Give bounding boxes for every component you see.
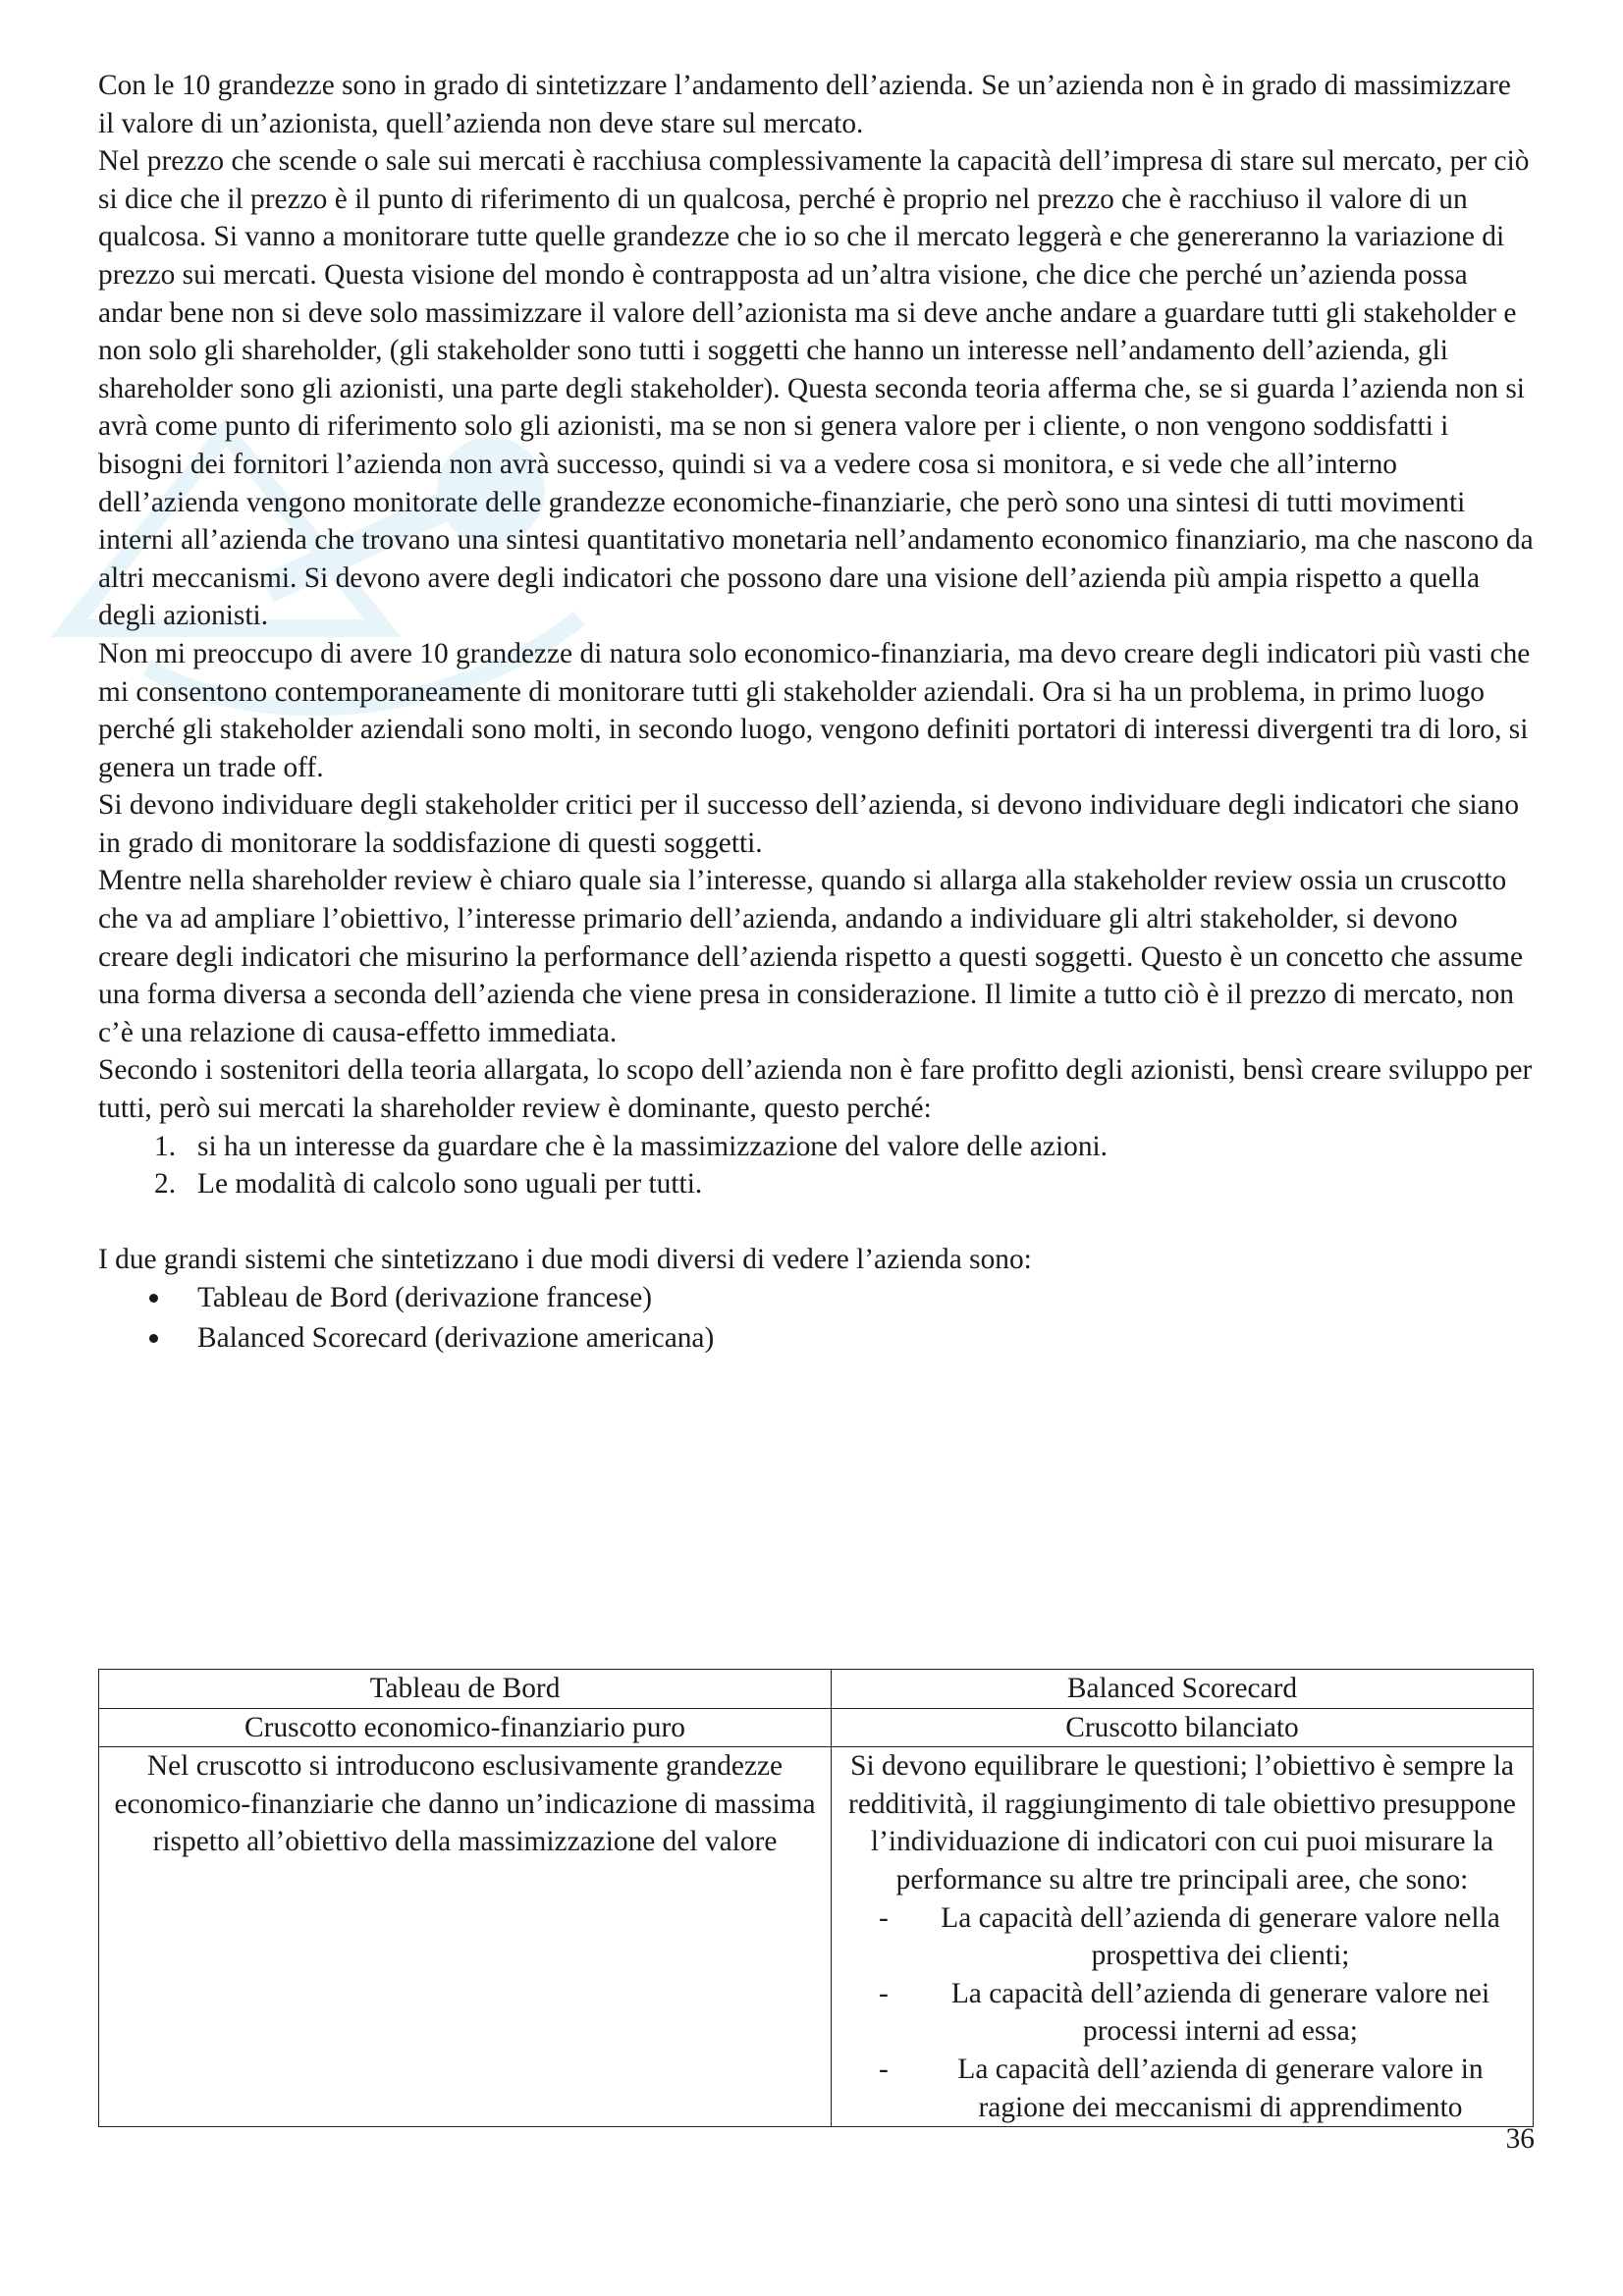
list-item: [98, 1128, 1534, 1166]
bullet-icon: [149, 1294, 158, 1303]
paragraph: I due grandi sistemi che sintetizzano i due modi diversi di vedere l’azienda sono:: [98, 1244, 1032, 1276]
list-item: [839, 1899, 1525, 1975]
paragraph: Non mi preoccupo di avere 10 grandezze di natura solo economico-finanziaria, ma devo creare degli indicatori più vasti che mi consentono contemporaneamente di monitorare tutti gli stakeholder aziendali. Ora si ha un problema, in primo luogo perché gli stakeholder aziendali sono molti, in secondo luogo, vengono definiti portatori di interessi divergenti tra di loro, si genera un trade off.: [98, 637, 1531, 783]
table-cell: Cruscotto economico-finanziario puro: [99, 1708, 832, 1747]
bullet-icon: [149, 1334, 158, 1343]
table-header-cell: Balanced Scorecard: [832, 1670, 1534, 1709]
spacer: [98, 1203, 1534, 1242]
dash-list: [839, 1899, 1525, 2127]
paragraph: Si devono individuare degli stakeholder critici per il successo dell’azienda, si devono individuare degli indicatori che siano in grado di monitorare la soddisfazione di questi soggetti.: [98, 789, 1520, 859]
table-cell: [832, 1747, 1534, 2127]
table-cell: Cruscotto bilanciato: [832, 1708, 1534, 1747]
paragraph: Mentre nella shareholder review è chiaro quale sia l’interesse, quando si allarga alla stakeholder review ossia un cruscotto che va ad ampliare l’obiettivo, l’interesse primario dell’azienda, andando a individuare gli altri stakeholder, si devono creare degli indicatori che misurino la performance dell’azienda rispetto a questi soggetti. Questo è un concetto che assume una forma diversa a seconda dell’azienda che viene presa in considerazione. Il limite a tutto ciò è il prezzo di mercato, non c’è una relazione di causa-effetto immediata.: [98, 865, 1524, 1048]
table-header-cell: Tableau de Bord: [99, 1670, 832, 1709]
list-item-text: Balanced Scorecard (derivazione americana): [197, 1322, 715, 1354]
list-item-text: La capacità dell’azienda di generare valore nei processi interni ad essa;: [950, 1977, 1490, 2048]
list-item: [98, 1165, 1534, 1203]
table-row: [99, 1747, 1534, 2127]
table-header-row: [99, 1670, 1534, 1709]
list-item-text: Le modalità di calcolo sono uguali per tutti.: [197, 1168, 703, 1201]
cell-text: Nel cruscotto si introducono esclusivamente grandezze economico-finanziarie che danno un’indicazione di massima rispetto all’obiettivo della massimizzazione del valore: [114, 1750, 816, 1858]
numbered-list: [98, 1128, 1534, 1203]
main-text: [98, 67, 1534, 1360]
list-marker: 1.: [154, 1130, 177, 1162]
paragraph: Con le 10 grandezze sono in grado di sintetizzare l’andamento dell’azienda. Se un’azienda non è in grado di massimizzare il valore di un’azionista, quell’azienda non deve stare sul mercato.: [98, 70, 1511, 139]
list-item: [839, 1975, 1525, 2051]
list-item: [839, 2051, 1525, 2126]
table-row: [99, 1708, 1534, 1747]
list-item-text: Tableau de Bord (derivazione francese): [197, 1282, 653, 1313]
list-item-text: si ha un interesse da guardare che è la massimizzazione del valore delle azioni.: [197, 1130, 1109, 1162]
dash-marker: -: [879, 1977, 889, 2009]
list-marker: 2.: [154, 1168, 177, 1201]
paragraph: Secondo i sostenitori della teoria allargata, lo scopo dell’azienda non è fare profitto degli azionisti, bensì creare sviluppo per tutti, però sui mercati la shareholder review è dominante, questo perché:: [98, 1054, 1533, 1125]
paragraph: Nel prezzo che scende o sale sui mercati è racchiusa complessivamente la capacità dell’impresa di stare sul mercato, per ciò si dice che il prezzo è il punto di riferimento di un qualcosa, perché è proprio nel prezzo che è racchiuso il valore di un qualcosa. Si vanno a monitorare tutte quelle grandezze che io so che il mercato leggerà e che genereranno la variazione di prezzo sui mercati. Questa visione del mondo è contrapposta ad un’altra visione, che dice che perché un’azienda possa andar bene non si deve solo massimizzare il valore dell’azionista ma si deve anche andare a guardare tutti gli stakeholder e non solo gli shareholder, (gli stakeholder sono tutti i soggetti che hanno un interesse nell’andamento dell’azienda, gli shareholder sono gli azionisti, una parte degli stakeholder). Questa seconda teoria afferma che, se si guarda l’azienda non si avrà come punto di riferimento solo gli azionisti, ma se non si genera valore per i cliente, o non vengono soddisfatti i bisogni dei fornitori l’azienda non avrà successo, quindi si va a vedere cosa si monitora, e si vede che all’interno dell’azienda vengono monitorate delle grandezze economiche-finanziarie, che però sono una sintesi di tutti movimenti interni all’azienda che trovano una sintesi quantitativo monetaria nell’andamento economico finanziario, ma che nascono da altri meccanismi. Si devono avere degli indicatori che possono dare una visione dell’azienda più ampia rispetto a quella degli azionisti.: [98, 145, 1534, 632]
list-item: [98, 1319, 1534, 1360]
cell-text: Si devono equilibrare le questioni; l’obiettivo è sempre la redditività, il raggiungimento di tale obiettivo presuppone l’individuazione di indicatori con cui puoi misurare la performance su altre tre principali aree, che sono:: [848, 1750, 1516, 1896]
table-cell: [99, 1747, 832, 2127]
bullet-list: [98, 1279, 1534, 1360]
list-item-text: La capacità dell’azienda di generare valore in ragione dei meccanismi di apprendimento: [957, 2053, 1484, 2123]
comparison-table: [98, 1669, 1534, 2127]
dash-marker: -: [879, 1901, 889, 1934]
page-number: 36: [1505, 2123, 1535, 2155]
dash-marker: -: [879, 2053, 889, 2085]
list-item: [98, 1279, 1534, 1319]
list-item-text: La capacità dell’azienda di generare valore nella prospettiva dei clienti;: [941, 1901, 1500, 1972]
